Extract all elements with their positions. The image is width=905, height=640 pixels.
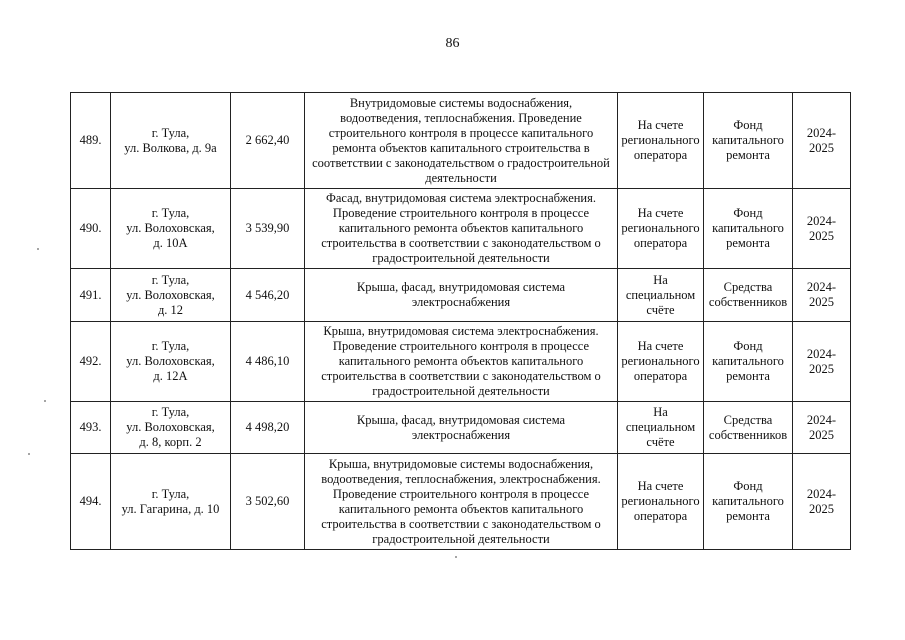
works-line: Проведение строительного контроля в процессе — [332, 339, 590, 353]
account-line: оператора — [633, 509, 688, 523]
account-line: На счете — [637, 206, 684, 220]
account-line: На счете — [637, 339, 684, 353]
period-cell: 2024-2025 — [793, 189, 851, 269]
account-type-cell — [618, 322, 704, 402]
works-line: Крыша, фасад, внутридомовая система — [356, 412, 566, 427]
period-cell: 2024-2025 — [793, 402, 851, 454]
source-line: Средства — [723, 412, 773, 427]
account-line: оператора — [633, 148, 688, 162]
source-line: Фонд — [733, 339, 763, 353]
account-line: специальном — [625, 420, 696, 434]
account-type-cell — [618, 189, 704, 269]
source-line: ремонта — [726, 236, 770, 250]
table-row — [71, 189, 851, 269]
row-number-cell: 492. — [71, 322, 111, 402]
address-line: д. 12 — [157, 302, 184, 317]
funding-source-cell — [704, 402, 793, 454]
area-cell: 4 486,10 — [231, 322, 305, 402]
address-cell — [111, 189, 231, 269]
table-row — [71, 322, 851, 402]
address-line: д. 12А — [153, 369, 188, 383]
account-type-cell — [618, 402, 704, 454]
works-line: строительства в соответствии с законодательством о — [321, 369, 601, 383]
scan-speck — [44, 400, 46, 402]
source-line: капитального — [712, 133, 784, 147]
works-cell — [305, 402, 618, 454]
address-cell — [111, 269, 231, 322]
account-line: регионального — [621, 354, 700, 368]
account-line: специальном — [625, 287, 696, 302]
scan-speck — [28, 453, 30, 455]
funding-source-cell — [704, 269, 793, 322]
works-line: капитального ремонта объектов капитального — [338, 501, 584, 516]
source-line: капитального — [712, 221, 784, 235]
account-type-cell — [618, 93, 704, 189]
funding-source-cell — [704, 189, 793, 269]
row-number-cell: 490. — [71, 189, 111, 269]
works-line: Крыша, внутридомовая система электроснабжения. — [323, 324, 599, 338]
address-cell — [111, 402, 231, 454]
funding-source-cell — [704, 322, 793, 402]
account-line: На — [653, 405, 668, 419]
works-line: строительства в соответствии с законодательством о — [321, 236, 601, 250]
funding-source-cell — [704, 93, 793, 189]
source-line: собственников — [708, 427, 788, 442]
works-line: электроснабжения — [411, 295, 511, 309]
works-cell — [305, 93, 618, 189]
area-cell: 3 502,60 — [231, 454, 305, 550]
works-cell — [305, 322, 618, 402]
address-cell — [111, 454, 231, 550]
address-line: г. Тула, — [151, 405, 190, 419]
works-line: деятельности — [425, 170, 497, 185]
row-number-cell: 494. — [71, 454, 111, 550]
account-line: счёте — [646, 302, 675, 317]
source-line: капитального — [712, 354, 784, 368]
account-line: регионального — [621, 221, 700, 235]
works-line: градостроительной деятельности — [372, 531, 550, 546]
source-line: Фонд — [733, 479, 763, 493]
works-line: водоотведения, теплоснабжения. Проведение — [340, 110, 582, 125]
period-cell: 2024-2025 — [793, 322, 851, 402]
address-cell — [111, 93, 231, 189]
address-line: г. Тула, — [151, 486, 190, 501]
area-cell: 4 498,20 — [231, 402, 305, 454]
works-line: строительного контроля в процессе капитального — [328, 125, 594, 140]
source-line: ремонта — [726, 148, 770, 162]
address-cell — [111, 322, 231, 402]
source-line: Фонд — [733, 118, 763, 132]
address-line: ул. Волоховская, — [126, 420, 215, 434]
works-cell — [305, 454, 618, 550]
row-number-cell: 489. — [71, 93, 111, 189]
works-line: градостроительной деятельности — [372, 384, 550, 398]
account-line: оператора — [633, 369, 688, 383]
account-line: счёте — [646, 435, 675, 449]
account-line: оператора — [633, 236, 688, 250]
funding-source-cell — [704, 454, 793, 550]
account-line: На счете — [637, 479, 684, 493]
works-line: капитального ремонта объектов капитального — [338, 354, 584, 368]
source-line: ремонта — [726, 369, 770, 383]
works-line: капитального ремонта объектов капитального — [338, 221, 584, 235]
account-line: На — [653, 272, 668, 287]
address-line: д. 10А — [153, 236, 188, 250]
works-line: градостроительной деятельности — [372, 251, 550, 265]
works-line: Крыша, внутридомовые системы водоснабжения, — [328, 456, 594, 471]
source-line: Фонд — [733, 206, 763, 220]
works-line: ремонта объектов капитального строительства в — [332, 140, 590, 155]
row-number-cell: 493. — [71, 402, 111, 454]
account-line: На счете — [637, 118, 684, 132]
repair-program-table — [70, 92, 851, 550]
period-cell: 2024-2025 — [793, 454, 851, 550]
works-line: Внутридомовые системы водоснабжения, — [349, 95, 573, 110]
address-line: г. Тула, — [151, 125, 190, 140]
works-line: Крыша, фасад, внутридомовая система — [356, 280, 566, 294]
works-line: Проведение строительного контроля в процессе — [332, 206, 590, 220]
works-line: электроснабжения — [411, 427, 511, 442]
works-line: строительства в соответствии с законодательством о — [321, 516, 601, 531]
address-line: ул. Волоховская, — [126, 287, 215, 302]
works-cell — [305, 189, 618, 269]
row-number-cell: 491. — [71, 269, 111, 322]
account-line: регионального — [621, 133, 700, 147]
address-line: ул. Волоховская, — [126, 354, 215, 368]
works-line: Фасад, внутридомовая система электроснабжения. — [325, 191, 597, 205]
account-type-cell — [618, 454, 704, 550]
area-cell: 3 539,90 — [231, 189, 305, 269]
source-line: капитального — [712, 494, 784, 508]
table-row — [71, 269, 851, 322]
account-line: регионального — [621, 494, 700, 508]
works-cell — [305, 269, 618, 322]
page-number: 86 — [445, 36, 460, 51]
period-cell: 2024-2025 — [793, 269, 851, 322]
works-line: водоотведения, теплоснабжения, электроснабжения. — [321, 471, 601, 486]
source-line: ремонта — [726, 509, 770, 523]
address-line: г. Тула, — [151, 206, 190, 220]
source-line: Средства — [723, 280, 773, 294]
area-cell: 4 546,20 — [231, 269, 305, 322]
works-line: Проведение строительного контроля в процессе — [332, 486, 590, 501]
address-line: г. Тула, — [151, 272, 190, 287]
table-row — [71, 93, 851, 189]
address-line: ул. Гагарина, д. 10 — [121, 501, 220, 516]
period-cell: 2024-2025 — [793, 93, 851, 189]
scan-speck — [455, 556, 457, 558]
address-line: д. 8, корп. 2 — [139, 435, 202, 449]
address-line: г. Тула, — [151, 339, 190, 353]
source-line: собственников — [708, 295, 788, 309]
address-line: ул. Волкова, д. 9а — [124, 140, 217, 155]
area-cell: 2 662,40 — [231, 93, 305, 189]
works-line: соответствии с законодательством о градостроительной — [312, 155, 610, 170]
address-line: ул. Волоховская, — [126, 221, 215, 235]
scan-speck — [37, 248, 39, 250]
table-row — [71, 454, 851, 550]
table-body — [71, 93, 851, 550]
account-type-cell — [618, 269, 704, 322]
table-row — [71, 402, 851, 454]
